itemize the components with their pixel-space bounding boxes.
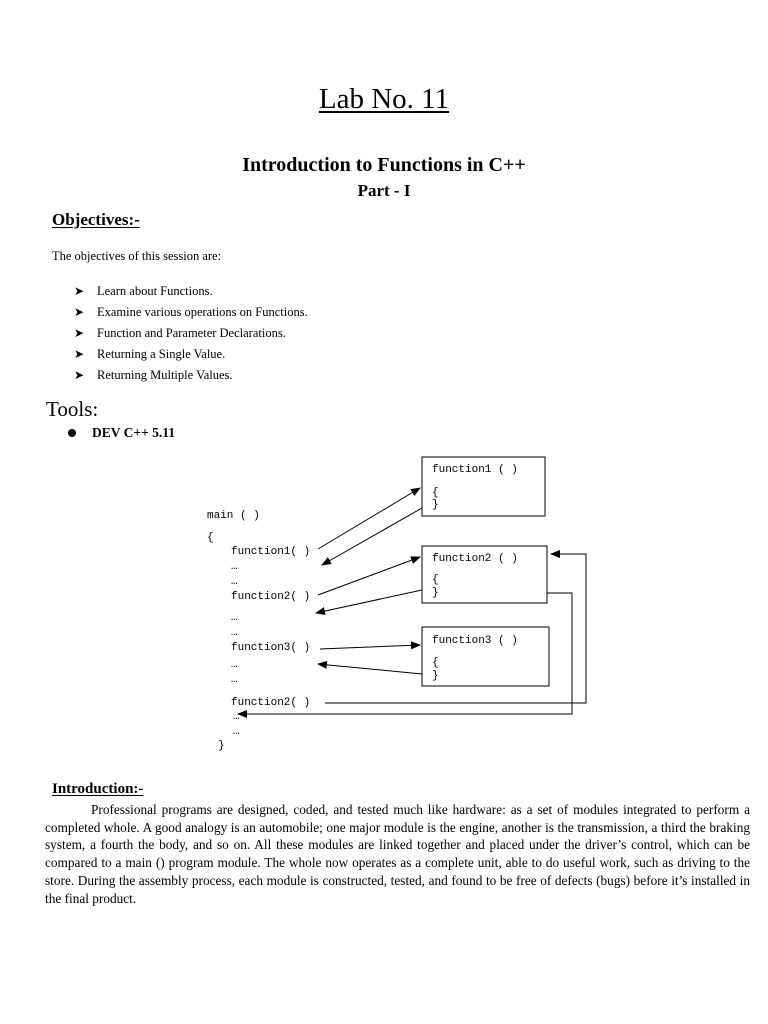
objectives-list [74, 281, 308, 386]
bullet-dot-icon [68, 429, 76, 437]
objective-text: Examine various operations on Functions. [97, 305, 308, 319]
dots: … [231, 576, 238, 588]
arrow-bullet-icon: ➤ [74, 284, 85, 298]
objective-text: Learn about Functions. [97, 284, 213, 298]
function1-box-title: function1 ( ) [432, 464, 518, 476]
tools-heading: Tools: [46, 397, 99, 421]
call-function2: function2( ) [231, 591, 311, 603]
objective-text: Function and Parameter Declarations. [97, 326, 286, 340]
objective-item [74, 281, 308, 302]
dots: … [231, 612, 238, 624]
tools-item [68, 425, 175, 441]
arrow-bullet-icon: ➤ [74, 368, 85, 382]
introduction-heading: Introduction:- [52, 781, 144, 797]
dots: … [231, 674, 238, 686]
objectives-heading: Objectives:- [52, 210, 140, 229]
main-header: main ( ) [207, 510, 260, 522]
lab-title: Lab No. 11 [318, 83, 450, 115]
function2-close-brace: } [432, 587, 439, 599]
return-arrow-function3 [318, 664, 422, 674]
call-arrow-function2 [318, 557, 420, 595]
objective-item [74, 365, 308, 386]
objective-item [74, 344, 308, 365]
dots: … [233, 711, 240, 723]
call-function2-again: function2( ) [231, 697, 311, 709]
return-arrow-function2 [316, 590, 422, 613]
part-label: Part - I [357, 181, 411, 200]
function-call-diagram [0, 445, 768, 765]
function3-close-brace: } [432, 670, 439, 682]
function1-open-brace: { [432, 487, 439, 499]
call-function3: function3( ) [231, 642, 311, 654]
objective-text: Returning Multiple Values. [97, 368, 233, 382]
objectives-intro: The objectives of this session are: [52, 249, 222, 263]
objective-text: Returning a Single Value. [97, 347, 226, 361]
arrow-bullet-icon: ➤ [74, 305, 85, 319]
call-arrow-function3 [320, 645, 420, 649]
arrow-bullet-icon: ➤ [74, 347, 85, 361]
call-arrow-function1 [318, 488, 420, 549]
dots: … [233, 726, 240, 738]
objective-item [74, 302, 308, 323]
call-function1: function1( ) [231, 546, 311, 558]
introduction-body: Professional programs are designed, coded, and tested much like hardware: as a set of modules integrated to perform a completed whole. A good analogy is an automobile; one major module is the engine, another is the transmission, a third the braking system, a fourth the body, and so on. All these modules are linked together and placed under the driver’s control, which can be compared to a main () program module. The whole now operates as a complete unit, able to do useful work, such as driving to the store. During the assembly process, each module is constructed, tested, and found to be free of defects (bugs) before it’s installed in the final product. [45, 802, 750, 906]
main-close-brace: } [218, 740, 225, 752]
function2-open-brace: { [432, 574, 439, 586]
dots: … [231, 627, 238, 639]
dots: … [231, 659, 238, 671]
lab-subtitle: Introduction to Functions in C++ [242, 154, 526, 176]
main-open-brace: { [207, 532, 214, 544]
function3-open-brace: { [432, 657, 439, 669]
function1-close-brace: } [432, 499, 439, 511]
function3-box-title: function3 ( ) [432, 635, 518, 647]
dots: … [231, 561, 238, 573]
objective-item [74, 323, 308, 344]
tool-name: DEV C++ 5.11 [92, 425, 176, 440]
function2-box-title: function2 ( ) [432, 553, 518, 565]
arrow-bullet-icon: ➤ [74, 326, 85, 340]
